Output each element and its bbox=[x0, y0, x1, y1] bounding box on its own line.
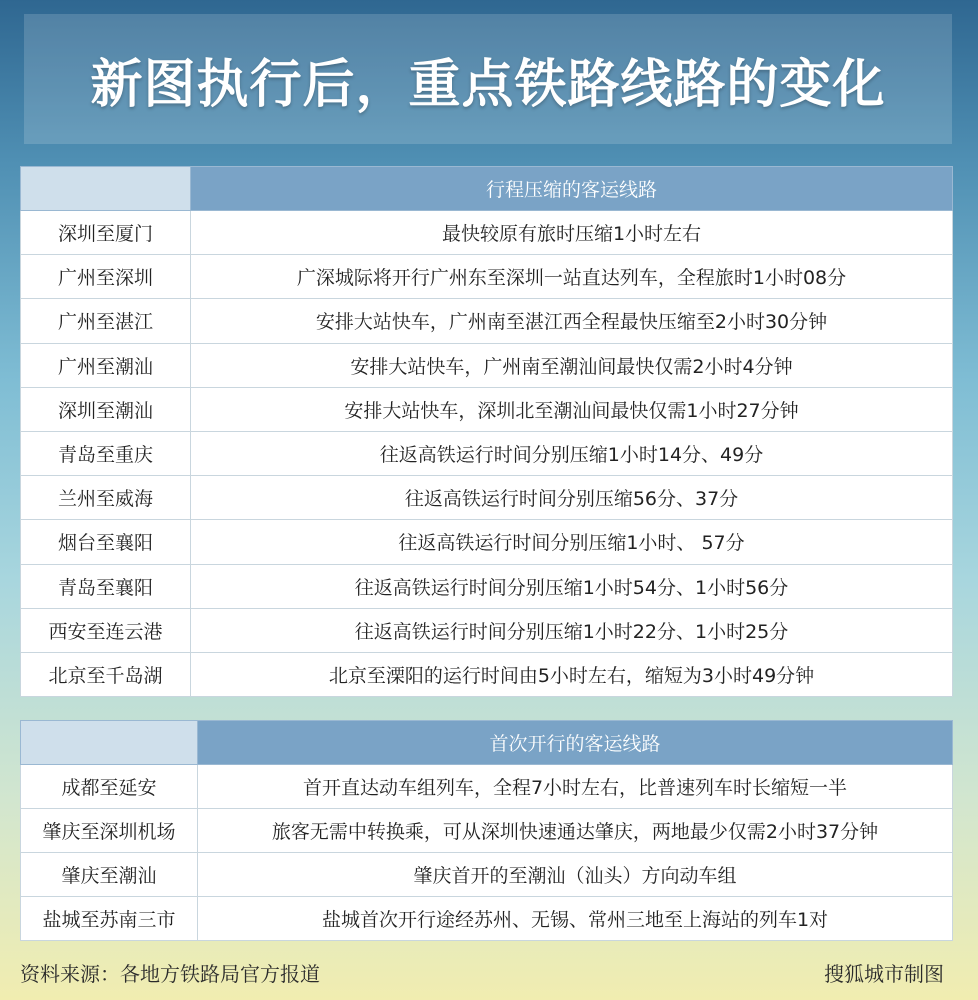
route-cell: 肇庆至深圳机场 bbox=[21, 809, 198, 853]
table-header-row bbox=[21, 721, 953, 765]
detail-cell: 广深城际将开行广州东至深圳一站直达列车，全程旅时1小时08分 bbox=[191, 255, 953, 299]
detail-cell: 往返高铁运行时间分别压缩1小时14分、49分 bbox=[191, 431, 953, 475]
table-row bbox=[21, 211, 953, 255]
compressed-routes-table bbox=[20, 166, 953, 697]
detail-cell: 往返高铁运行时间分别压缩1小时22分、1小时25分 bbox=[191, 608, 953, 652]
route-cell: 深圳至潮汕 bbox=[21, 387, 191, 431]
table-header-row bbox=[21, 167, 953, 211]
table-header-title: 首次开行的客运线路 bbox=[198, 721, 953, 765]
detail-cell: 安排大站快车，广州南至湛江西全程最快压缩至2小时30分钟 bbox=[191, 299, 953, 343]
route-cell: 烟台至襄阳 bbox=[21, 520, 191, 564]
new-routes-table bbox=[20, 720, 953, 941]
table-row bbox=[21, 809, 953, 853]
detail-cell: 旅客无需中转换乘，可从深圳快速通达肇庆，两地最少仅需2小时37分钟 bbox=[198, 809, 953, 853]
table-row bbox=[21, 608, 953, 652]
route-cell: 盐城至苏南三市 bbox=[21, 897, 198, 941]
detail-cell: 往返高铁运行时间分别压缩1小时、 57分 bbox=[191, 520, 953, 564]
route-cell: 广州至深圳 bbox=[21, 255, 191, 299]
route-cell: 青岛至重庆 bbox=[21, 431, 191, 475]
detail-cell: 肇庆首开的至潮汕（汕头）方向动车组 bbox=[198, 853, 953, 897]
table-row bbox=[21, 255, 953, 299]
detail-cell: 往返高铁运行时间分别压缩56分、37分 bbox=[191, 476, 953, 520]
detail-cell: 安排大站快车，广州南至潮汕间最快仅需2小时4分钟 bbox=[191, 343, 953, 387]
table-row bbox=[21, 853, 953, 897]
table-row bbox=[21, 520, 953, 564]
detail-cell: 首开直达动车组列车，全程7小时左右，比普速列车时长缩短一半 bbox=[198, 765, 953, 809]
route-cell: 西安至连云港 bbox=[21, 608, 191, 652]
detail-cell: 最快较原有旅时压缩1小时左右 bbox=[191, 211, 953, 255]
credit-note: 搜狐城市制图 bbox=[824, 962, 944, 986]
source-note: 资料来源：各地方铁路局官方报道 bbox=[20, 962, 320, 986]
table-row bbox=[21, 387, 953, 431]
detail-cell: 安排大站快车，深圳北至潮汕间最快仅需1小时27分钟 bbox=[191, 387, 953, 431]
table-header-title: 行程压缩的客运线路 bbox=[191, 167, 953, 211]
table-row bbox=[21, 564, 953, 608]
route-cell: 肇庆至潮汕 bbox=[21, 853, 198, 897]
table-row bbox=[21, 431, 953, 475]
header-blank-cell bbox=[21, 167, 191, 211]
detail-cell: 北京至溧阳的运行时间由5小时左右，缩短为3小时49分钟 bbox=[191, 652, 953, 696]
header-blank-cell bbox=[21, 721, 198, 765]
detail-cell: 盐城首次开行途经苏州、无锡、常州三地至上海站的列车1对 bbox=[198, 897, 953, 941]
route-cell: 兰州至威海 bbox=[21, 476, 191, 520]
route-cell: 广州至湛江 bbox=[21, 299, 191, 343]
table-row bbox=[21, 299, 953, 343]
detail-cell: 往返高铁运行时间分别压缩1小时54分、1小时56分 bbox=[191, 564, 953, 608]
table-row bbox=[21, 897, 953, 941]
table-row bbox=[21, 652, 953, 696]
table-row bbox=[21, 476, 953, 520]
table-row bbox=[21, 765, 953, 809]
route-cell: 深圳至厦门 bbox=[21, 211, 191, 255]
title-banner bbox=[24, 14, 952, 144]
page-title: 新图执行后，重点铁路线路的变化 bbox=[90, 54, 886, 115]
route-cell: 广州至潮汕 bbox=[21, 343, 191, 387]
route-cell: 北京至千岛湖 bbox=[21, 652, 191, 696]
table-row bbox=[21, 343, 953, 387]
route-cell: 青岛至襄阳 bbox=[21, 564, 191, 608]
route-cell: 成都至延安 bbox=[21, 765, 198, 809]
